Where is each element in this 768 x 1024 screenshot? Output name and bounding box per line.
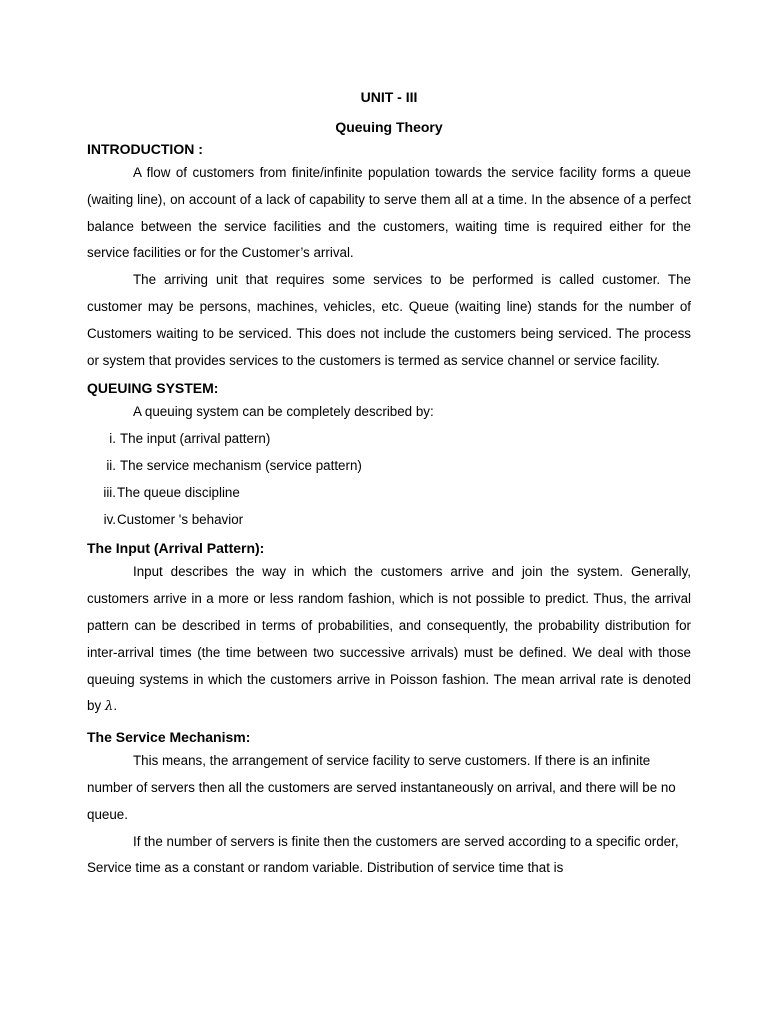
list-item-text: The input (arrival pattern) [120, 431, 271, 447]
input-arrival-pattern-paragraph [87, 559, 691, 721]
introduction-paragraph-1: A flow of customers from finite/infinite population towards the service facility forms a queue (waiting line), on account of a lack of capability to serve them all at a time. In the absence of a perfect balance between the service facilities and the customers, waiting time is required either for the service facilities or for the Customer’s arrival. [87, 165, 691, 261]
introduction-paragraph-2: The arriving unit that requires some services to be performed is called customer. The customer may be persons, machines, vehicles, etc. Queue (waiting line) stands for the number of Customers waiting to be serviced. This does not include the customers being serviced. The process or system that provides services to the customers is termed as service channel or service facility. [87, 272, 691, 368]
queuing-system-intro: A queuing system can be completely described by: [133, 404, 434, 420]
service-mechanism-paragraph-1: This means, the arrangement of service facility to serve customers. If there is an infinite number of servers then all the customers are served instantaneously on arrival, and there will be no queue. [87, 753, 676, 822]
list-item-text: Customer 's behavior [117, 511, 244, 527]
page-title: Queuing Theory [335, 119, 443, 135]
service-mechanism-heading: The Service Mechanism: [87, 729, 251, 746]
list-item [87, 453, 691, 480]
list-item [87, 507, 691, 534]
queuing-system-heading: QUEUING SYSTEM: [87, 380, 219, 397]
page-content [87, 86, 691, 882]
list-item [87, 480, 691, 507]
list-item-number: iii. [103, 484, 116, 500]
input-paragraph-text: Input describes the way in which the customers arrive and join the system. Generally, customers arrive in a more or less random fashion, which is not possible to predict. Thus, the arrival pattern can be described in terms of probabilities, and consequently, the probability distribution for inter-arrival times (the time between two successive arrivals) must be defined. We deal with those queuing systems in which the customers arrive in Poisson fashion. The mean arrival rate is denoted by [87, 564, 691, 714]
queuing-system-list [87, 426, 691, 533]
list-item-number: ii. [106, 457, 116, 473]
list-item-number: iv. [103, 511, 116, 527]
lambda-symbol: λ [104, 699, 114, 715]
list-item [87, 426, 691, 453]
introduction-heading: INTRODUCTION : [87, 141, 203, 157]
input-arrival-pattern-heading: The Input (Arrival Pattern): [87, 540, 265, 557]
list-item-text: The queue discipline [117, 484, 240, 500]
list-item-number: i. [109, 431, 116, 447]
input-paragraph-end: . [113, 698, 118, 714]
unit-heading: UNIT - III [360, 89, 418, 105]
list-item-text: The service mechanism (service pattern) [120, 457, 362, 473]
service-mechanism-paragraph-2: If the number of servers is finite then the customers are served according to a specific order, Service time as a constant or random variable. Distribution of service time that is [87, 833, 679, 876]
